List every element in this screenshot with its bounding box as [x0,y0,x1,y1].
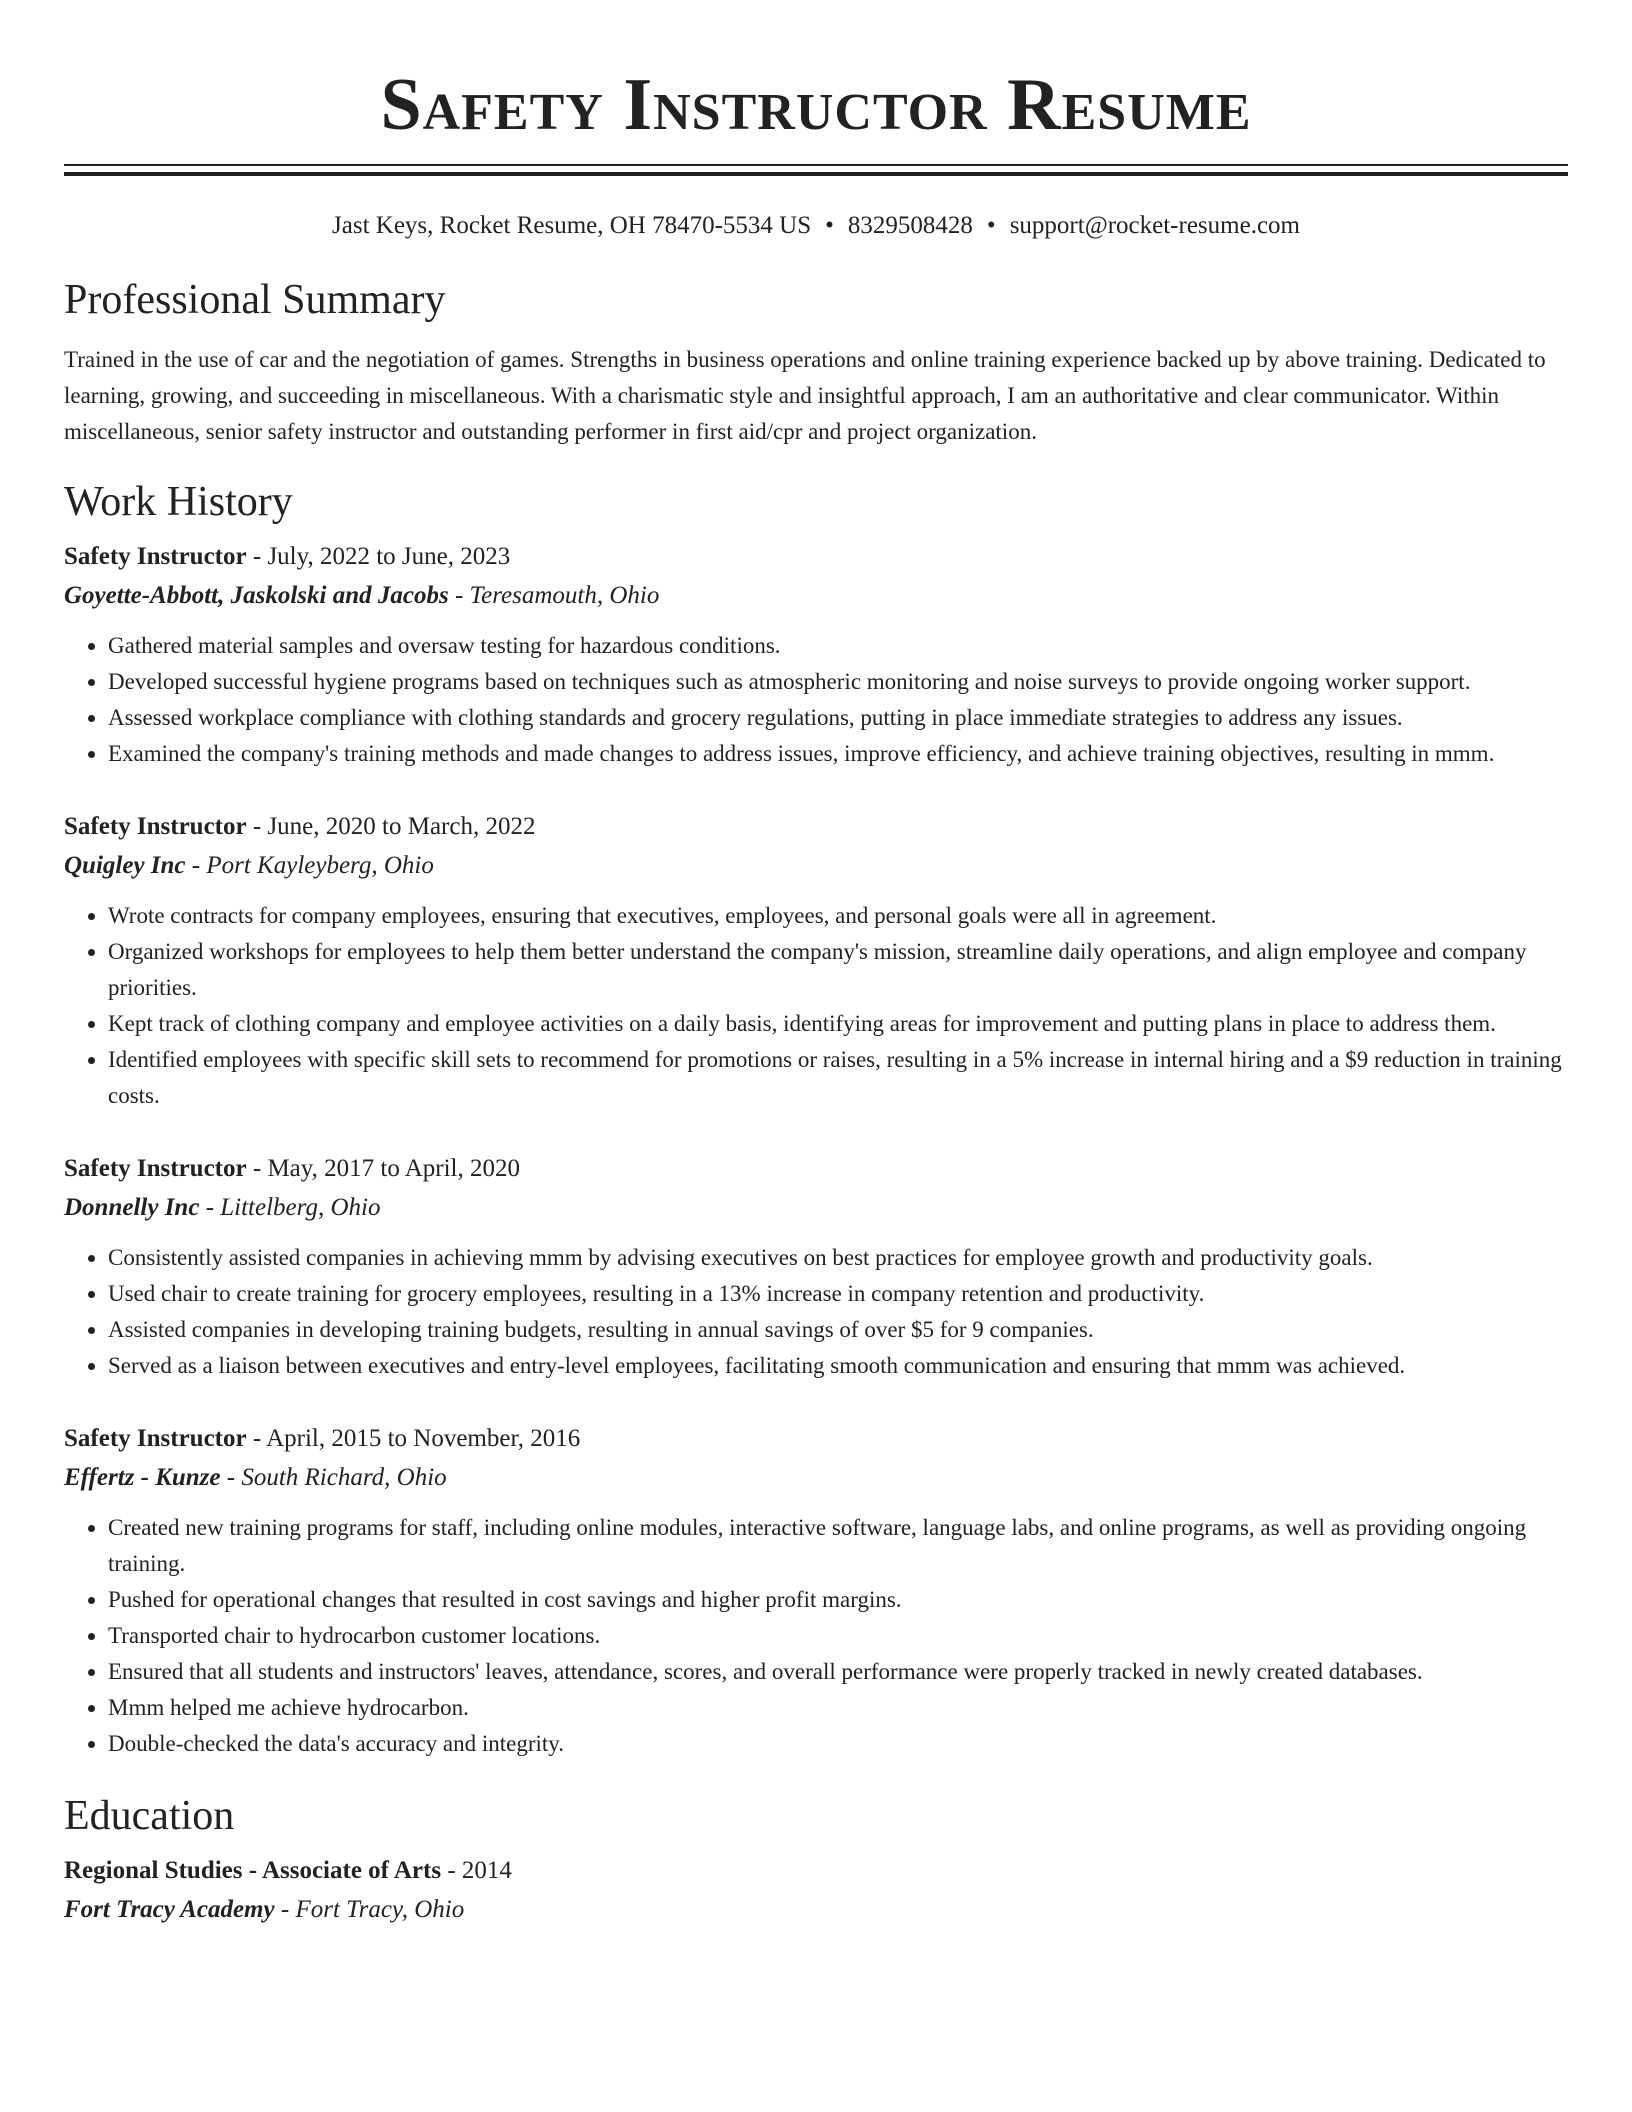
job-dates: July, 2022 to June, 2023 [267,543,511,570]
work-history-heading: Work History [64,479,293,525]
job-bullet: • Assessed workplace compliance with clothing standards and grocery regulations, putting in place immediate strategies to address any issues. [108,700,1568,736]
title-divider-thin [64,164,1568,166]
contact-address: Jast Keys, Rocket Resume, OH 78470-5534 US [332,212,812,239]
job-entry [64,1150,1568,1384]
job-company-line: Effertz - Kunze - South Richard, Ohio [64,1464,447,1491]
job-dates: May, 2017 to April, 2020 [267,1155,520,1182]
job-bullet: • Gathered material samples and oversaw testing for hazardous conditions. [108,628,1568,664]
job-role: Safety Instructor [64,543,247,570]
job-company-line: Donnelly Inc - Littelberg, Ohio [64,1194,381,1221]
summary-text: Trained in the use of car and the negotiation of games. Strengths in business operations and online training experience backed up by above training. Dedicated to learning, growing, and succeeding in miscellaneous. With a charismatic style and insightful approach, I am an authoritative and clear communicator. Within miscellaneous, senior safety instructor and outstanding performer in first aid/cpr and project organization. [64,347,1546,444]
job-entry [64,808,1568,1114]
job-bullet: • Consistently assisted companies in achieving mmm by advising executives on best practices for employee growth and productivity goals. [108,1240,1568,1276]
job-bullet: • Assisted companies in developing training budgets, resulting in annual savings of over $5 for 9 companies. [108,1312,1568,1348]
job-bullet: • Double-checked the data's accuracy and integrity. [108,1726,1568,1762]
job-location: Teresamouth, Ohio [469,582,660,609]
contact-separator: • [825,212,834,239]
education-heading: Education [64,1793,235,1839]
job-company: Quigley Inc [64,852,186,879]
job-bullet-list [64,628,1568,772]
education-school-line: Fort Tracy Academy - Fort Tracy, Ohio [64,1896,465,1923]
job-bullet-list [64,1510,1568,1762]
job-role: Safety Instructor [64,1155,247,1182]
education-entry [64,1852,1568,1930]
job-bullet-list [64,1240,1568,1384]
contact-email: support@rocket-resume.com [1009,212,1300,239]
education-degree-line: Regional Studies - Associate of Arts - 2014 [64,1857,512,1884]
job-location: South Richard, Ohio [241,1464,447,1491]
job-location: Port Kayleyberg, Ohio [206,852,434,879]
job-bullet: • Served as a liaison between executives and entry-level employees, facilitating smooth communication and ensuring that mmm was achieved. [108,1348,1568,1384]
job-company: Donnelly Inc [64,1194,200,1221]
education-list [64,1852,1568,1930]
job-bullet: • Kept track of clothing company and employee activities on a daily basis, identifying areas for improvement and putting plans in place to address them. [108,1006,1568,1042]
job-bullet: • Examined the company's training methods and made changes to address issues, improve efficiency, and achieve training objectives, resulting in mmm. [108,736,1568,772]
job-title-line: Safety Instructor - April, 2015 to November, 2016 [64,1425,581,1452]
contact-line [64,210,1568,242]
job-bullet: • Created new training programs for staff, including online modules, interactive software, language labs, and online programs, as well as providing ongoing training. [108,1510,1568,1582]
education-degree: Regional Studies - Associate of Arts [64,1857,442,1884]
job-bullet: • Mmm helped me achieve hydrocarbon. [108,1690,1568,1726]
education-year: 2014 [461,1857,512,1884]
work-history-list [64,538,1568,1762]
job-location: Littelberg, Ohio [220,1194,381,1221]
contact-phone: 8329508428 [847,212,973,239]
job-bullet: • Organized workshops for employees to help them better understand the company's mission, streamline daily operations, and align employee and company priorities. [108,934,1568,1006]
title-divider-thick [64,172,1568,176]
job-company: Goyette-Abbott, Jaskolski and Jacobs [64,582,449,609]
job-title-line: Safety Instructor - June, 2020 to March, 2022 [64,813,536,840]
job-bullet: • Ensured that all students and instructors' leaves, attendance, scores, and overall performance were properly tracked in newly created databases. [108,1654,1568,1690]
job-dates: June, 2020 to March, 2022 [267,813,536,840]
job-bullet-list [64,898,1568,1114]
job-company-line: Quigley Inc - Port Kayleyberg, Ohio [64,852,434,879]
job-bullet: • Transported chair to hydrocarbon customer locations. [108,1618,1568,1654]
job-title-line: Safety Instructor - May, 2017 to April, 2020 [64,1155,520,1182]
job-company-line: Goyette-Abbott, Jaskolski and Jacobs - Teresamouth, Ohio [64,582,660,609]
job-bullet: • Used chair to create training for grocery employees, resulting in a 13% increase in company retention and productivity. [108,1276,1568,1312]
job-bullet: • Developed successful hygiene programs based on techniques such as atmospheric monitoring and noise surveys to provide ongoing worker support. [108,664,1568,700]
job-entry [64,538,1568,772]
job-role: Safety Instructor [64,813,247,840]
job-bullet: • Identified employees with specific skill sets to recommend for promotions or raises, resulting in a 5% increase in internal hiring and a $9 reduction in training costs. [108,1042,1568,1114]
job-dates: April, 2015 to November, 2016 [266,1425,581,1452]
job-bullet: • Pushed for operational changes that resulted in cost savings and higher profit margins. [108,1582,1568,1618]
education-school: Fort Tracy Academy [64,1896,275,1923]
job-title-line: Safety Instructor - July, 2022 to June, 2023 [64,543,511,570]
job-entry [64,1420,1568,1762]
job-bullet: • Wrote contracts for company employees, ensuring that executives, employees, and personal goals were all in agreement. [108,898,1568,934]
resume-title: Safety Instructor Resume [380,64,1252,146]
job-role: Safety Instructor [64,1425,247,1452]
contact-separator: • [986,212,996,239]
education-location: Fort Tracy, Ohio [295,1896,465,1923]
job-company: Effertz - Kunze [64,1464,221,1491]
summary-heading: Professional Summary [64,277,446,323]
